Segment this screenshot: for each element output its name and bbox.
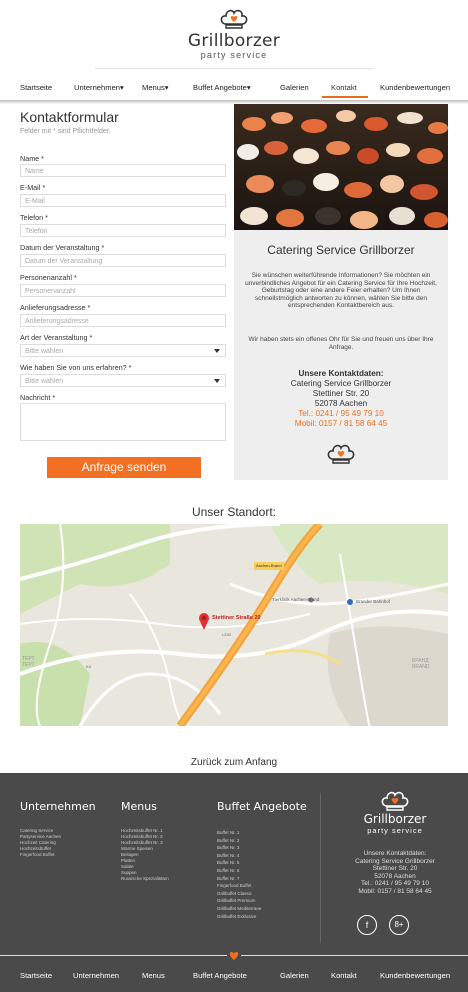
footer-link[interactable]: Fingerfood Buffet: [20, 852, 55, 857]
footer-link[interactable]: Hochzeitsbuffet: [20, 846, 51, 851]
footer-link[interactable]: Grillbuffet Classic: [217, 890, 252, 896]
footer-logo[interactable]: [322, 790, 468, 835]
bottom-nav-startseite[interactable]: Startseite: [20, 971, 53, 980]
footer-contact-city: 52078 Aachen: [374, 872, 416, 880]
erfahren-value: Bitte wahlen: [25, 378, 64, 385]
footer-link[interactable]: Catering Service: [20, 828, 54, 833]
label-erfahren: Wie haben Sie von uns erfahren? *: [20, 363, 132, 372]
footer-contact-mobil[interactable]: Mobil: 0157 / 81 58 64 45: [358, 887, 432, 895]
logo[interactable]: [0, 8, 468, 61]
footer-link[interactable]: Buffet Nr. 1: [217, 830, 240, 835]
submit-button[interactable]: Anfrage senden: [47, 457, 201, 478]
erfahren-select[interactable]: [20, 374, 226, 387]
footer-link[interactable]: Buffet Nr. 4: [217, 852, 240, 858]
label-datum: Datum der Veranstaltung *: [20, 243, 105, 252]
form-note: Felder mit * sind Pflichtfelder.: [20, 128, 111, 135]
header-divider: [95, 68, 373, 69]
name-input[interactable]: Name: [20, 164, 226, 177]
main-nav: [0, 76, 468, 100]
footer-link[interactable]: Grillbuffet Premium: [217, 898, 256, 904]
food-image: [234, 104, 448, 230]
back-to-top-link[interactable]: Zurück zum Anfang: [190, 757, 278, 768]
map-label-bahnhof: Brander Bahnhof: [356, 599, 391, 604]
footer-link[interactable]: Fingerfood Buffet: [217, 883, 252, 889]
nav-buffet-angebote[interactable]: Buffet Angebote▾: [193, 83, 251, 92]
location-map[interactable]: [20, 524, 448, 726]
nav-galerien[interactable]: Galerien: [280, 83, 309, 92]
heart-icon: [227, 949, 241, 962]
footer-link[interactable]: Hochzeitsbuffet Nr. 3: [121, 840, 163, 845]
contact-title: Unsere Kontaktdaten:: [298, 369, 384, 378]
footer-col1-title: Unternehmen: [20, 800, 96, 813]
personenanzahl-input[interactable]: Personenanzahl: [20, 284, 226, 297]
nav-startseite[interactable]: Startseite: [20, 83, 53, 92]
anlieferungsadresse-input[interactable]: Anlieferungsadresse: [20, 314, 226, 327]
site-header: [0, 0, 468, 100]
footer-link[interactable]: Salate: [121, 864, 134, 869]
datum-input[interactable]: Datum der Veranstaltung: [20, 254, 226, 267]
info-paragraph-2: Wir haben stets ein offenes Ohr für Sie und freuen uns über Ihre Anfrage.: [248, 336, 434, 351]
brand-subtitle: party service: [200, 50, 268, 60]
footer-link[interactable]: Platten: [121, 858, 136, 863]
footer-brand-subtitle: party service: [367, 826, 423, 835]
nav-active-indicator: [322, 96, 368, 98]
info-paragraph-1: Sie wünschen weiterführende Informationen? Sie möchten ein unverbindliches Angebot für ein Catering Service für Ihre Hochzeit, Geburtstag oder eine andere Feier erhalten? Um Ihnen schnellstmöglich antworten zu können, wählen Sie bitte den entsprechenden Kontaktbereich aus.: [245, 272, 437, 310]
footer-link[interactable]: Beilagen: [121, 852, 139, 857]
form-title: Kontaktformular: [20, 109, 119, 125]
footer-link[interactable]: Partyservice Aachen: [20, 834, 62, 839]
footer-link[interactable]: Buffet Nr. 3: [217, 845, 240, 851]
footer-link[interactable]: Buffet Nr. 6: [217, 867, 240, 873]
footer-col2-title: Menus: [121, 800, 157, 813]
footer-contact-company: Catering Service Grillborzer: [355, 857, 435, 865]
map-label-aachen-brand: Aachen-Brand: [256, 563, 282, 568]
chevron-down-icon: [214, 349, 220, 353]
nav-kontakt[interactable]: Kontakt: [331, 83, 357, 92]
footer-divider: [320, 793, 321, 943]
footer-brand-name: Grillborzer: [363, 812, 427, 826]
map-label-k4: K4: [86, 664, 91, 669]
footer-link[interactable]: Warme Speisen: [121, 846, 153, 851]
label-telefon: Telefon *: [20, 213, 48, 222]
label-name: Name *: [20, 154, 44, 163]
art-veranstaltung-value: Bitte wahlen: [25, 348, 64, 355]
footer-contact-street: Stettiner Str. 20: [372, 865, 418, 872]
label-email: E-Mail *: [20, 183, 46, 192]
telefon-input[interactable]: Telefon: [20, 224, 226, 237]
label-art-veranstaltung: Art der Veranstaltung *: [20, 333, 93, 342]
footer-link[interactable]: Buffet Nr. 7: [217, 875, 240, 881]
nav-kundenbewertungen[interactable]: Kundenbewertungen: [380, 83, 451, 92]
google-plus-icon[interactable]: 8+: [389, 915, 409, 935]
label-nachricht: Nachricht *: [20, 393, 56, 402]
sushi-platter-image: [234, 104, 448, 230]
footer-link[interactable]: Russische Spezialitäten: [121, 876, 169, 881]
map-label-tierklinik: Tierklinik Aachen-Brand: [272, 597, 320, 602]
bottom-nav-menus[interactable]: Menus: [142, 971, 165, 980]
brand-name: Grillborzer: [187, 31, 281, 51]
footer-col3-title: Buffet Angebote: [217, 800, 307, 813]
map-label-brand: БРАНД BRAND: [412, 658, 430, 670]
map-title: Unser Standort:: [191, 505, 277, 519]
contact-company: Catering Service Grillborzer: [290, 379, 392, 388]
footer-link[interactable]: Grillbuffet Mediterrane: [217, 905, 262, 911]
chef-hat-heart-icon: [380, 790, 410, 812]
bottom-nav-kontakt[interactable]: Kontakt: [331, 971, 357, 980]
chevron-down-icon: [214, 379, 220, 383]
footer-col2-list: [121, 828, 169, 882]
footer-link[interactable]: Suppen: [121, 870, 137, 875]
footer-contact: [322, 850, 468, 895]
footer-link[interactable]: Hochzeitsbuffet Nr. 1: [121, 828, 163, 833]
chef-hat-heart-icon: [326, 443, 356, 465]
map-label-l233: L233: [222, 632, 231, 637]
footer-col3-list: [217, 829, 261, 920]
contact-tel[interactable]: Tel.: 0241 / 95 49 79 10: [298, 409, 384, 418]
info-title: Catering Service Grillborzer: [267, 243, 415, 257]
bottom-nav-buffet-angebote[interactable]: Buffet Angebote: [193, 971, 247, 980]
footer-col1-list: [20, 828, 61, 858]
label-personenanzahl: Personenanzahl *: [20, 273, 77, 282]
art-veranstaltung-select[interactable]: [20, 344, 226, 357]
contact-city: 52078 Aachen: [314, 399, 368, 408]
label-anlieferungsadresse: Anlieferungsadresse *: [20, 303, 91, 312]
nachricht-textarea[interactable]: [20, 403, 226, 441]
contact-mobil[interactable]: Mobil: 0157 / 81 58 64 45: [294, 419, 388, 428]
contact-street: Stettiner Str. 20: [312, 389, 370, 398]
chef-hat-heart-icon: [219, 8, 249, 30]
nav-menus[interactable]: Menus▾: [142, 83, 169, 92]
footer-link[interactable]: Hochzeitsbuffet Nr. 2: [121, 834, 163, 839]
bottom-nav-kundenbewertungen[interactable]: Kundenbewertungen: [380, 971, 451, 980]
footer-contact-tel[interactable]: Tel.: 0241 / 95 49 79 10: [361, 880, 429, 887]
email-input[interactable]: E-Mail: [20, 194, 226, 207]
bottom-nav-unternehmen[interactable]: Unternehmen: [73, 971, 120, 980]
map-canvas: [20, 524, 448, 726]
footer-contact-title: Unsere Kontaktdaten:: [363, 850, 427, 857]
footer-link[interactable]: Buffet Nr. 2: [217, 837, 240, 843]
footer-link[interactable]: Buffet Nr. 5: [217, 860, 240, 866]
map-label-tert: ТЕРТ ТЕРТ: [22, 656, 35, 668]
footer-link[interactable]: Grillbuffet Exklusive: [217, 913, 257, 919]
map-marker-label: Stettiner Straße 20: [212, 615, 261, 621]
facebook-icon[interactable]: f: [357, 915, 377, 935]
nav-unternehmen[interactable]: Unternehmen▾: [74, 83, 124, 92]
footer-link[interactable]: Hochzeit Catering: [20, 840, 56, 845]
bottom-nav-galerien[interactable]: Galerien: [280, 971, 309, 980]
